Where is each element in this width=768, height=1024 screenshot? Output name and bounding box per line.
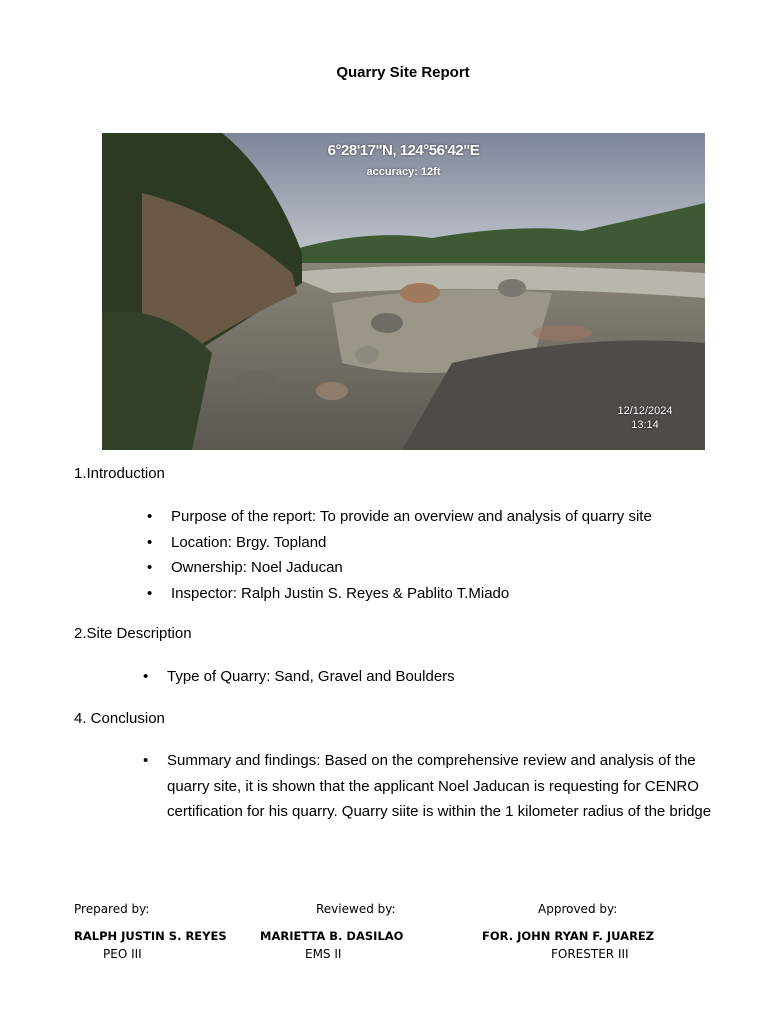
reviewed-by-name: MARIETTA B. DASILAO [260, 929, 404, 943]
conclusion-line: certification for his quarry. Quarry siite is within the 1 kilometer radius of the bridge [167, 803, 712, 820]
introduction-heading: 1.Introduction [74, 465, 165, 482]
prepared-by-name: RALPH JUSTIN S. REYES [74, 929, 227, 943]
prepared-by-label: Prepared by: [74, 902, 150, 916]
approved-by-label: Approved by: [538, 902, 618, 916]
approved-by-position: FORESTER III [551, 947, 629, 961]
approved-by-name: FOR. JOHN RYAN F. JUAREZ [482, 929, 655, 943]
list-item: • Type of Quarry: Sand, Gravel and Boulders [143, 668, 455, 685]
reviewed-by-position: EMS II [305, 947, 342, 961]
reviewed-by-label: Reviewed by: [316, 902, 396, 916]
conclusion-heading: 4. Conclusion [74, 710, 165, 727]
introduction-list [147, 504, 652, 606]
site-description-list [143, 664, 455, 690]
list-item: • Purpose of the report: To provide an overview and analysis of quarry site [147, 508, 652, 525]
gps-coordinates: 6°28'17"N, 124°56'42"E [327, 142, 480, 159]
conclusion-line: Summary and findings: Based on the comprehensive review and analysis of the [167, 752, 696, 769]
prepared-by-position: PEO III [103, 947, 142, 961]
photo-time: 13:14 [631, 419, 659, 431]
site-photo-image [102, 133, 705, 450]
list-item: • Location: Brgy. Topland [147, 533, 327, 551]
photo-date: 12/12/2024 [617, 405, 673, 417]
list-item: • Ownership: Noel Jaducan [147, 559, 343, 576]
list-item: • Inspector: Ralph Justin S. Reyes & Pablito T.Miado [147, 584, 510, 602]
gps-accuracy: accuracy: 12ft [366, 166, 441, 178]
conclusion-line: quarry site, it is shown that the applicant Noel Jaducan is requesting for CENRO [167, 777, 699, 795]
list-item: • Summary and findings: Based on the comprehensive review and analysis of the quarry site, it is shown that the applicant Noel Jaducan is requesting for CENRO certification for his quarry. Quarry siite is within the 1 kilometer radius of the bridge [167, 748, 711, 825]
conclusion-list [143, 748, 712, 825]
site-description-heading: 2.Site Description [74, 625, 192, 642]
report-title: Quarry Site Report [336, 64, 470, 81]
site-photo [102, 133, 705, 450]
